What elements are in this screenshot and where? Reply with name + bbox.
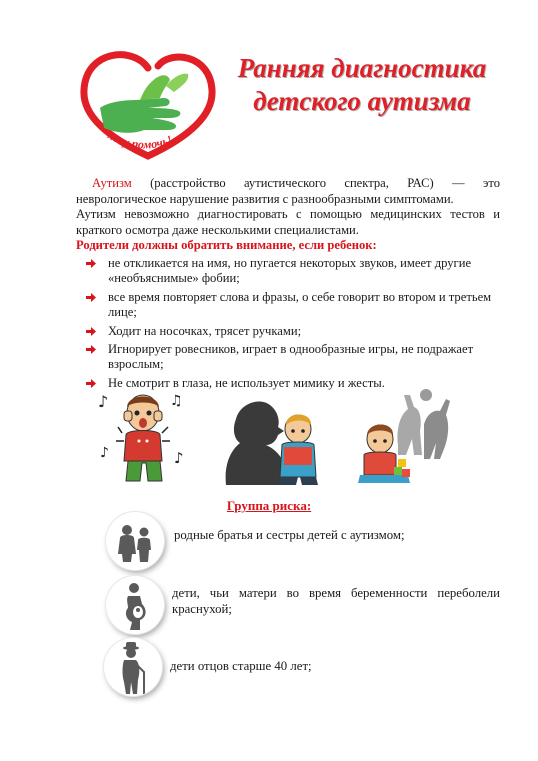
siblings-icon [106, 512, 164, 570]
attention-heading: Родители должны обратить внимание, если ребенок: [76, 238, 377, 252]
symptom-text: Игнорирует ровесников, играет в однообразные игры, не подражает взрослым; [108, 342, 474, 372]
title-line-1: Ранняя диагностика [237, 53, 487, 83]
risk-group-title: Группа риска: [226, 498, 312, 513]
risk-item-text: дети, чьи матери во время беременности переболели краснухой; [172, 586, 500, 616]
boy-covering-ears-illustration [96, 385, 190, 485]
autism-term: Аутизм [92, 176, 132, 190]
title-line-2: детского аутизма [253, 86, 471, 116]
symptom-text: Ходит на носочках, трясет ручками; [108, 323, 302, 338]
page-title [212, 52, 512, 118]
list-item [76, 342, 500, 373]
adult-and-child-illustration [216, 385, 326, 485]
definition-text: (расстройство аутистического спектра, РАС) — это неврологическое нарушение развития с разнообразными симптомами. [76, 176, 500, 206]
svg-text:♫: ♫ [170, 393, 183, 409]
symptom-text: все время повторяет слова и фразы, о себе говорит во втором и третьем лице; [108, 289, 492, 320]
risk-item-text: родные братья и сестры детей с аутизмом; [174, 528, 405, 542]
symptom-text: Не смотрит в глаза, не использует мимику и жесты. [108, 375, 385, 390]
arrow-bullet-icon [86, 259, 96, 268]
list-item [76, 290, 500, 321]
arrow-bullet-icon [86, 293, 96, 302]
risk-item-text: дети отцов старше 40 лет; [170, 659, 312, 673]
arrow-bullet-icon [86, 379, 96, 388]
logo [78, 50, 218, 160]
elderly-man-icon [104, 638, 162, 696]
child-playing-alone-illustration [350, 385, 454, 485]
logo-caption: хочу помочь! [105, 128, 175, 152]
symptom-text: не откликается на имя, но пугается некоторых звуков, имеет другие «необъяснимые» фобии; [108, 256, 472, 286]
svg-text:♪: ♪ [100, 445, 109, 461]
list-item [76, 256, 500, 287]
definition-paragraph [76, 176, 500, 207]
diagnosis-paragraph: Аутизм невозможно диагностировать с помощью медицинских тестов и краткого осмотра даже несколькими специалистами. [76, 207, 500, 237]
intro [76, 176, 500, 254]
list-item [76, 324, 500, 339]
symptom-list [76, 256, 500, 394]
svg-text:♪: ♪ [98, 392, 109, 411]
svg-text:♪: ♪ [174, 449, 184, 467]
arrow-bullet-icon [86, 345, 96, 354]
arrow-bullet-icon [86, 327, 96, 336]
pregnant-woman-icon [106, 576, 164, 634]
